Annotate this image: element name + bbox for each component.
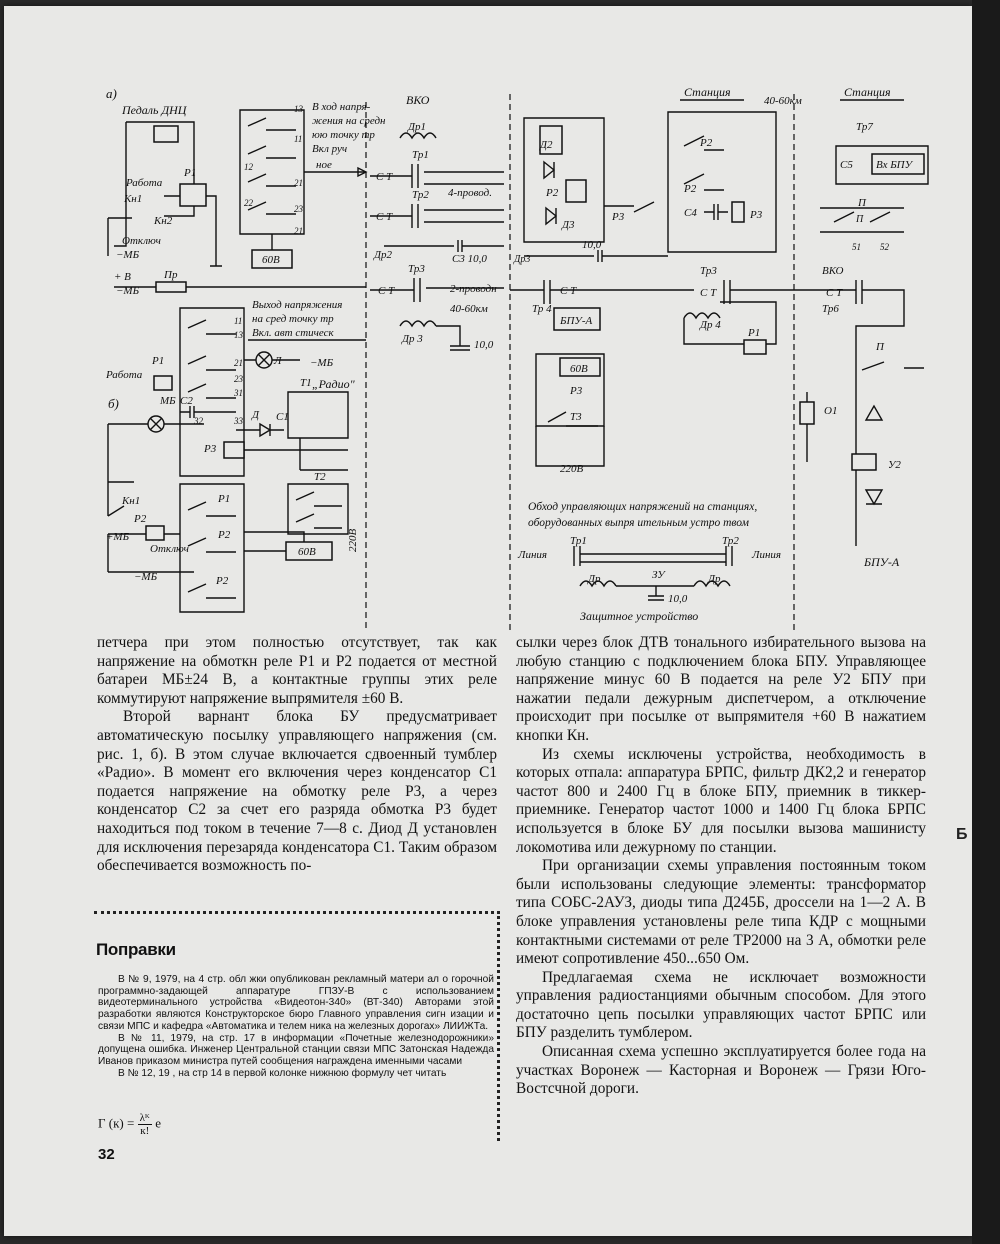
vyhod-mid-2: на сред точку тр [252,313,334,325]
corrections-paragraph: В № 12, 19 , на стр 14 в первой колонке нижнюю формулу чет читать [118,1067,447,1079]
vyhod-mid-1: Выход напряжения [252,299,343,311]
c1-label: С1 [276,411,289,423]
vyhod-top-1: В ход напря- [312,101,371,113]
formula-denominator: к! [140,1125,150,1137]
v60-b-label: 60В [298,546,316,558]
svg-text:11: 11 [234,316,243,326]
vko-d-label: ВКО [822,265,844,277]
km40-60-a-label: 40-60км [450,303,488,315]
pedal-label: Педаль ДНЦ [122,103,187,117]
corrections-title: Поправки [96,940,176,959]
formula-rhs: е [155,1115,161,1131]
tr7-label: Тр7 [856,121,873,133]
st4-label: С Т [700,287,717,299]
four-wire-label: 4-провод. [448,187,492,199]
article-paragraph: При организации схемы управления постоянным током были использованы следующие элементы: трансформатор типа СОБС-2АУЗ, диоды типа Д245Б, дроссели на 1—2 А. В блоке управления установлены реле типа КДР с мощными контактными системами от реле ТР2000 на 3 А, обмотки реле имеют сопротивление 450...650 Ом. [516,857,926,968]
page-number: 32 [98,1146,115,1163]
vko-top-label: ВКО [406,93,430,107]
magazine-page [4,6,972,1236]
stanciya-2-label: Станция [844,85,891,99]
p-d3-label: П [876,341,884,353]
tr1-a-label: Тр1 [412,149,429,161]
zashchitnoe-label: Защитное устройство [580,609,699,623]
c5-label: С5 [840,159,853,171]
tr6-label: Тр6 [822,303,839,315]
fig-b-label: б) [108,396,119,411]
margin-mark: Б [956,826,968,843]
svg-text:13: 13 [234,330,243,340]
vyhod-top-4: Вкл руч [312,143,348,155]
rabota-a-label: Работа [126,177,163,189]
r2-c3-label: Р2 [684,183,697,195]
zu-label: ЗУ [652,569,665,581]
v60-top-label: 60В [262,254,280,266]
article-paragraph: Из схемы исключены устройства, необходимость в которых отпала: аппаратура БРПС, фильтр ДК2,2 и генератор частот 800 и 2400 Гц в блоке БПУ, приемник в тиккер-приемнике. Генератор частот 1000 и 1400 Гц блока БРПС используется в блоке БУ для посылки вызова машинисту локомотива или дежурному по станции. [516,745,926,856]
svg-text:32: 32 [194,416,203,426]
t1-label: Т1 [300,377,312,389]
p1-b2-label: Р1 [218,493,231,505]
cap10-e-label: 10,0 [668,593,688,605]
stanciya-1-label: Станция [684,85,731,99]
d-b-label: Д [252,409,259,421]
kn2-label: Кн2 [154,215,173,227]
circuit-diagram [4,6,972,631]
p3-b-label: Р3 [204,443,217,455]
r2-c-label: Р2 [546,187,559,199]
formula-fraction [138,1112,152,1137]
dr4-label: Др 4 [700,319,721,331]
svg-text:52: 52 [880,242,889,252]
corrections-formula [98,1112,161,1137]
vyhod-mid-3: Вкл. авт стическ [252,327,334,339]
kn1-a-label: Кн1 [124,193,143,205]
d3-label: Д3 [562,219,575,231]
dr2-label: Др2 [374,249,392,261]
p2-b-label: Р2 [134,513,147,525]
d2-label: Д2 [540,139,553,151]
svg-text:12: 12 [244,162,253,172]
svg-text:23: 23 [234,374,243,384]
st2-label: С Т [376,211,393,223]
dotted-separator [94,911,500,914]
obhod-1: Обход управляющих напряжений на станциях, [528,501,758,513]
t3-label: Т3 [570,411,582,423]
p-d-label: П [858,197,866,209]
svg-text:22: 22 [244,198,253,208]
st3-label: С Т [560,285,577,297]
formula-lhs: Г (к) = [98,1115,135,1131]
article-paragraph: Описанная схема успешно эксплуатируется более года на участках Воронеж — Касторная и Воронеж — Грязи Юго-Востсчной дороги. [516,1043,926,1098]
r3-c3-label: Р3 [570,385,583,397]
minus-mb2-label: −МБ [116,285,140,297]
liniya-1-label: Линия [518,549,548,561]
minus-mb-mid-label: −МБ [310,357,334,369]
svg-text:21: 21 [234,358,243,368]
svg-text:11: 11 [294,134,303,144]
svg-text:21: 21 [294,226,303,236]
st5-label: С Т [826,287,843,299]
formula-numerator: λᴷ [139,1112,150,1124]
rabota-b-label: Работа [106,369,143,381]
scan-edge [972,0,1000,1244]
pr-label: Пр [164,269,178,281]
svg-text:51: 51 [852,242,861,252]
radio-label: „Радио" [312,377,355,391]
tr2-e-label: Тр2 [722,535,739,547]
otklyuch-a-label: Отключ [122,235,161,247]
dr-e2-label: Др [708,573,721,585]
plus-mb-b-label: +МБ [106,531,130,543]
v220-c-label: 220В [560,463,584,475]
cap10-a-label: 10,0 [474,339,494,351]
article-paragraph: сылки через блок ДТВ тонального избирательного вызова на любую станцию с подключением блока БПУ. Управляющее напряжение минус 60 В подается на реле У2 БПУ при нажатии педали дежурным диспетчером, а отключение происходит при посылке от выпрямителя +60 В нажатием кнопки Кн. [516,634,926,744]
svg-text:13: 13 [294,104,303,114]
tr3-c-label: Тр3 [700,265,717,277]
cap10-b-label: 10,0 [582,239,602,251]
fig-a-label: a) [106,86,117,101]
dr1-label: Др1 [408,121,426,133]
vx-bpu-label: Вх БПУ [876,159,913,171]
l-lamp-label: Л [274,355,282,367]
article-right-column [516,634,926,1099]
p2-b3-label: Р2 [216,575,229,587]
r1-c2-label: Р1 [748,327,761,339]
r2-c2-label: Р2 [700,137,713,149]
dr-e1-label: Др [588,573,601,585]
tr2-a-label: Тр2 [412,189,429,201]
st3-a-label: С Т [378,285,395,297]
r3-c-label: Р3 [750,209,763,221]
dotted-separator-vertical [497,911,500,1141]
o1-label: О1 [824,405,838,417]
svg-text:21: 21 [294,178,303,188]
bpu-a-label: БПУ-А [864,555,900,569]
article-paragraph: петчера при этом полностью отсутствует, так как напряжение на обмоткн реле Р1 и Р2 подается от местной батареи МБ±24 В, а контактные группы этих реле коммутируют напряжение выпрямителя ±60 В. [97,634,497,707]
c2-label: С2 [180,395,193,407]
tr4-label: Тр 4 [532,303,552,315]
t2-label: Т2 [314,471,326,483]
tr3-label: Тр3 [408,263,425,275]
tr1-e-label: Тр1 [570,535,587,547]
c4-label: С4 [684,207,697,219]
article-left-column [97,634,497,876]
u2-label: У2 [888,459,901,471]
liniya-2-label: Линия [752,549,782,561]
v220-b-label: 220В [347,528,359,552]
minus-mb-b-label: −МБ [134,571,158,583]
svg-text:33: 33 [234,416,243,426]
st1-label: С Т [376,171,393,183]
article-paragraph: Второй варнант блока БУ предусматривает автоматическую посылку управляющего напряжения (см. рис. 1, б). В этом случае включается сдвоенный тумблер «Радио». В момент его включения через конденсатор С1 подается напряжение на обмотку реле Р3, а через конденсатор С2 за счет его разряда обмотка Р3 будет находиться под током в течение 7—8 с. Диод Д установлен для исключения перезаряда конденсатора С1. Таким образом обеспечивается возможность по- [97,708,497,875]
p2-b2-label: Р2 [218,529,231,541]
mb-b-label: МБ [160,395,176,407]
dr3-c-label: Др3 [514,254,531,265]
p1-b-label: Р1 [152,355,165,367]
corrections-body [98,974,494,1079]
c3-label: С3 10,0 [452,253,487,265]
bpu-a-box-label: БПУ-А [560,315,593,327]
km40-60-top-label: 40-60км [764,95,802,107]
article-paragraph: Предлагаемая схема не исключает возможности управления радиостанциями обычным способом. Для этого достаточно цепь посылки управляющих частот БРПС или БПУ разделить тумблером. [516,968,926,1042]
two-wire-label: 2-проводн [450,283,497,295]
kn1-b-label: Кн1 [122,495,141,507]
svg-text:23: 23 [294,204,303,214]
p-d2-label: П [856,214,864,225]
vyhod-top-5: ное [316,159,332,171]
svg-text:31: 31 [234,388,243,398]
vyhod-top-3: юю точку тр [312,129,375,141]
vyhod-top-2: жения на средн [312,115,386,127]
corrections-paragraph: В № 9, 1979, на 4 стр. обл жки опубликован рекламный матери ал о горочной программно-задающей аппаратуре ГПЗУ-В с использованием видеотерминального устройства «Видеотон-340» (ВТ-340) Авторами этой разработки являются Конструкторское бюро Главного управления сигн изации и связи МПС и кафедра «Автоматика и телем ника на железных дорогах» ЛИИЖТа. [98,974,494,1032]
r1-a-label: Р1 [184,167,197,179]
otklyuch-b-label: Отключ [150,543,189,555]
r3-c2-label: Р3 [612,211,625,223]
minus-mb-a-label: −МБ [116,249,140,261]
obhod-2: оборудованных выпря ительным устро твом [528,517,749,529]
plus-b-label: + В [114,271,131,283]
v60-c-label: 60В [570,363,588,375]
corrections-paragraph: В № 11, 1979, на стр. 17 в информации «Почетные железнодорожники» допущена ошибка. Инженер Центральной станции связи МПС Затонская Надежда Иванов приказом министра путей сообщения награждена именными часами [98,1032,494,1067]
dr3-label: Др 3 [402,333,423,345]
